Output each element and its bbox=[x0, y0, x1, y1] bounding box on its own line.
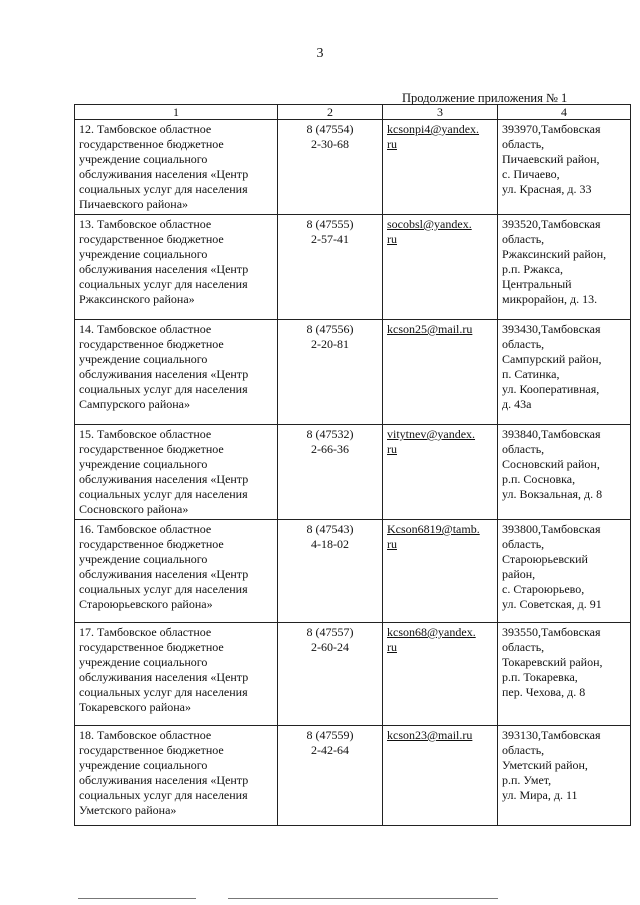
phone-number: 8 (47555) 2-57-41 bbox=[278, 215, 383, 320]
institution-row bbox=[75, 215, 631, 320]
appendix-continuation-caption: Продолжение приложения № 1 bbox=[402, 91, 568, 105]
institution-name: 15. Тамбовское областное государственное бюджетное учреждение социального обслуживания населения «Центр социальных услуг для населения Сосновского района» bbox=[75, 425, 278, 520]
email-address[interactable]: socobsl@yandex. ru bbox=[387, 217, 472, 246]
email-cell bbox=[383, 120, 498, 215]
institution-row bbox=[75, 320, 631, 425]
postal-address: 393840,Тамбовская область, Сосновский район, р.п. Сосновка, ул. Вокзальная, д. 8 bbox=[498, 425, 631, 520]
column-header: 1 bbox=[75, 105, 278, 120]
email-address[interactable]: Kcson6819@tamb. ru bbox=[387, 522, 480, 551]
institution-name: 16. Тамбовское областное государственное бюджетное учреждение социального обслуживания населения «Центр социальных услуг для населения Староюрьевского района» bbox=[75, 520, 278, 623]
institution-row bbox=[75, 425, 631, 520]
email-cell bbox=[383, 215, 498, 320]
phone-number: 8 (47556) 2-20-81 bbox=[278, 320, 383, 425]
footer-rule bbox=[228, 898, 498, 899]
institution-name: 18. Тамбовское областное государственное бюджетное учреждение социального обслуживания населения «Центр социальных услуг для населения Уметского района» bbox=[75, 726, 278, 826]
column-header: 3 bbox=[383, 105, 498, 120]
institution-name: 14. Тамбовское областное государственное бюджетное учреждение социального обслуживания населения «Центр социальных услуг для населения Сампурского района» bbox=[75, 320, 278, 425]
email-address[interactable]: vitytnev@yandex. ru bbox=[387, 427, 476, 456]
institution-row bbox=[75, 520, 631, 623]
column-number-header-row bbox=[75, 105, 631, 120]
postal-address: 393970,Тамбовская область, Пичаевский район, с. Пичаево, ул. Красная, д. 33 bbox=[498, 120, 631, 215]
email-cell bbox=[383, 623, 498, 726]
phone-number: 8 (47532) 2-66-36 bbox=[278, 425, 383, 520]
email-cell bbox=[383, 726, 498, 826]
column-header: 4 bbox=[498, 105, 631, 120]
email-cell bbox=[383, 320, 498, 425]
email-cell bbox=[383, 520, 498, 623]
institution-name: 13. Тамбовское областное государственное бюджетное учреждение социального обслуживания населения «Центр социальных услуг для населения Ржаксинского района» bbox=[75, 215, 278, 320]
postal-address: 393130,Тамбовская область, Уметский район, р.п. Умет, ул. Мира, д. 11 bbox=[498, 726, 631, 826]
institution-name: 12. Тамбовское областное государственное бюджетное учреждение социального обслуживания населения «Центр социальных услуг для населения Пичаевского района» bbox=[75, 120, 278, 215]
postal-address: 393520,Тамбовская область, Ржаксинский район, р.п. Ржакса, Центральный микрорайон, д. 13. bbox=[498, 215, 631, 320]
institution-row bbox=[75, 120, 631, 215]
phone-number: 8 (47543) 4-18-02 bbox=[278, 520, 383, 623]
email-cell bbox=[383, 425, 498, 520]
institution-row bbox=[75, 726, 631, 826]
institutions-table bbox=[74, 104, 631, 826]
email-address[interactable]: kcson68@yandex. ru bbox=[387, 625, 476, 654]
email-address[interactable]: kcson23@mail.ru bbox=[387, 728, 473, 742]
email-address[interactable]: kcsonpi4@yandex. ru bbox=[387, 122, 480, 151]
footer-rule bbox=[78, 898, 196, 899]
column-header: 2 bbox=[278, 105, 383, 120]
phone-number: 8 (47559) 2-42-64 bbox=[278, 726, 383, 826]
phone-number: 8 (47557) 2-60-24 bbox=[278, 623, 383, 726]
phone-number: 8 (47554) 2-30-68 bbox=[278, 120, 383, 215]
institution-name: 17. Тамбовское областное государственное бюджетное учреждение социального обслуживания населения «Центр социальных услуг для населения Токаревского района» bbox=[75, 623, 278, 726]
postal-address: 393800,Тамбовская область, Староюрьевский район, с. Староюрьево, ул. Советская, д. 91 bbox=[498, 520, 631, 623]
institution-row bbox=[75, 623, 631, 726]
postal-address: 393430,Тамбовская область, Сампурский район, п. Сатинка, ул. Кооперативная, д. 43а bbox=[498, 320, 631, 425]
postal-address: 393550,Тамбовская область, Токаревский район, р.п. Токаревка, пер. Чехова, д. 8 bbox=[498, 623, 631, 726]
email-address[interactable]: kcson25@mail.ru bbox=[387, 322, 473, 336]
page-number: 3 bbox=[316, 46, 324, 61]
